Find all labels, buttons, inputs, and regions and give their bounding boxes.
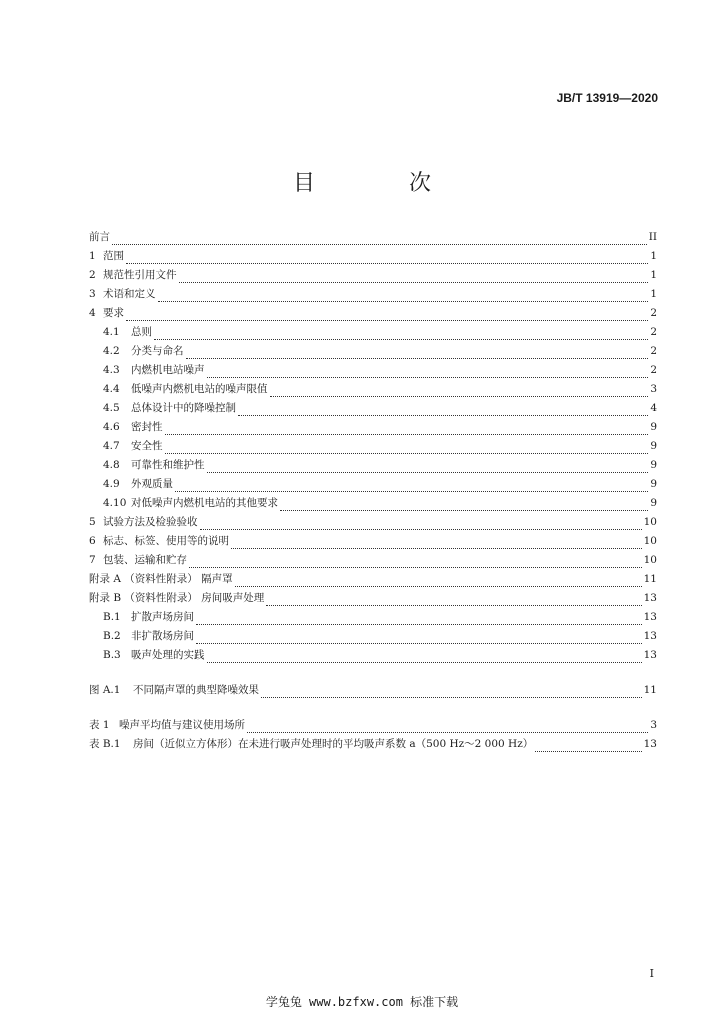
entry-label: 密封性 [131,421,163,433]
leader-dots [196,631,642,644]
toc-entry[interactable] [89,494,657,513]
entry-label: 范围 [103,250,124,262]
entry-label: 可靠性和维护性 [131,459,205,471]
entry-label: 包装、运输和贮存 [103,554,187,566]
toc-entry[interactable] [89,228,657,247]
entry-label: 分类与命名 [131,345,184,357]
spacer [89,665,657,681]
entry-label: 附录 A （资料性附录） 隔声罩 [89,573,233,585]
entry-page: 10 [643,516,657,528]
entry-label: 扩散声场房间 [131,611,194,623]
entry-label: 总则 [131,326,152,338]
leader-dots [175,479,648,492]
leader-dots [165,422,649,435]
entry-page: 13 [643,611,657,623]
entry-number: 7 [89,554,96,566]
toc-entry[interactable] [89,247,657,266]
entry-page: 13 [643,649,657,661]
entry-page: 13 [643,738,657,750]
toc-entry[interactable] [89,551,657,570]
entry-label: 非扩散场房间 [131,630,194,642]
entry-label: 内燃机电站噪声 [131,364,205,376]
entry-page: 2 [650,364,657,376]
entry-number: 4.10 [103,497,127,509]
toc-entry[interactable] [89,323,657,342]
toc-entry[interactable] [89,532,657,551]
standard-code: JB/T 13919—2020 [556,91,658,105]
leader-dots [266,593,641,606]
leader-dots [231,536,642,549]
leader-dots [165,441,649,454]
entry-label: 对低噪声内燃机电站的其他要求 [131,497,278,509]
leader-dots [158,289,649,302]
leader-dots [238,403,648,416]
entry-page: 2 [650,345,657,357]
spacer [89,700,657,716]
entry-page: 3 [650,719,657,731]
entry-label: 吸声处理的实践 [131,649,205,661]
table-entry[interactable] [89,735,657,754]
entry-page: 10 [643,554,657,566]
entry-page: 9 [650,459,657,471]
entry-page: 13 [643,592,657,604]
entry-label: 试验方法及检验验收 [103,516,198,528]
entry-label: 安全性 [131,440,163,452]
entry-page: 13 [643,630,657,642]
leader-dots [189,555,642,568]
toc-entry[interactable] [89,285,657,304]
entry-page: 4 [650,402,657,414]
entry-number: 表 1 [89,719,110,731]
entry-page: 1 [650,269,657,281]
entry-page: 3 [650,383,657,395]
footer-watermark: 学兔兔 www.bzfxw.com 标准下载 [265,995,459,1009]
leader-dots [247,720,648,733]
entry-number: B.3 [103,649,121,661]
leader-dots [207,365,649,378]
toc-entry[interactable] [89,513,657,532]
entry-label: 外观质量 [131,478,173,490]
entry-label: 前言 [89,231,110,243]
entry-label: 房间（近似立方体形）在未进行吸声处理时的平均吸声系数 a（500 Hz～2 000 Hz） [133,738,534,750]
leader-dots [207,650,642,663]
leader-dots [186,346,649,359]
entry-number: 4.6 [103,421,120,433]
entry-number: 表 B.1 [89,738,121,750]
entry-number: 4 [89,307,96,319]
entry-number: 5 [89,516,96,528]
leader-dots [179,270,649,283]
entry-number: 6 [89,535,96,547]
entry-number: 4.8 [103,459,120,471]
toc-entry[interactable] [89,570,657,589]
entry-page: 1 [650,250,657,262]
figure-entry[interactable] [89,681,657,700]
toc-entry[interactable] [89,304,657,323]
entry-page: 9 [650,497,657,509]
page-number: I [649,967,654,980]
leader-dots [535,739,641,752]
entry-label: 附录 B （资料性附录） 房间吸声处理 [89,592,265,604]
entry-page: 10 [643,535,657,547]
leader-dots [270,384,649,397]
entry-label: 低噪声内燃机电站的噪声限值 [131,383,268,395]
leader-dots [200,517,642,530]
leader-dots [196,612,642,625]
entry-page: II [648,231,657,243]
entry-number: 4.5 [103,402,120,414]
entry-label: 规范性引用文件 [103,269,177,281]
entry-number: 2 [89,269,96,281]
entry-label: 要求 [103,307,124,319]
entry-page: 11 [643,684,657,696]
toc-entry[interactable] [89,589,657,608]
entry-number: 4.3 [103,364,120,376]
leader-dots [126,308,648,321]
entry-number: B.1 [103,611,121,623]
leader-dots [235,574,642,587]
leader-dots [112,232,647,245]
entry-label: 不同隔声罩的典型降噪效果 [133,684,259,696]
entry-page: 2 [650,326,657,338]
table-of-contents [89,228,657,754]
entry-number: B.2 [103,630,121,642]
entry-number: 1 [89,250,96,262]
entry-number: 图 A.1 [89,684,121,696]
entry-page: 2 [650,307,657,319]
toc-entry[interactable] [89,475,657,494]
entry-number: 4.4 [103,383,120,395]
leader-dots [154,327,648,340]
toc-entry[interactable] [89,608,657,627]
entry-number: 3 [89,288,96,300]
entry-page: 11 [643,573,657,585]
leader-dots [126,251,648,264]
toc-entry[interactable] [89,361,657,380]
toc-entry[interactable] [89,418,657,437]
toc-entry[interactable] [89,266,657,285]
entry-label: 总体设计中的降噪控制 [131,402,236,414]
toc-entry[interactable] [89,646,657,665]
leader-dots [280,498,648,511]
entry-page: 9 [650,478,657,490]
entry-label: 术语和定义 [103,288,156,300]
entry-page: 9 [650,440,657,452]
leader-dots [207,460,649,473]
entry-label: 标志、标签、使用等的说明 [103,535,229,547]
toc-entry[interactable] [89,627,657,646]
leader-dots [261,685,642,698]
toc-entry[interactable] [89,456,657,475]
entry-number: 4.2 [103,345,120,357]
entry-page: 9 [650,421,657,433]
toc-entry[interactable] [89,342,657,361]
entry-number: 4.7 [103,440,120,452]
entry-number: 4.9 [103,478,120,490]
entry-number: 4.1 [103,326,120,338]
entry-page: 1 [650,288,657,300]
toc-entry[interactable] [89,380,657,399]
table-entry[interactable] [89,716,657,735]
entry-label: 噪声平均值与建议使用场所 [119,719,245,731]
toc-entry[interactable] [89,437,657,456]
page-title: 目 次 [292,171,467,196]
toc-entry[interactable] [89,399,657,418]
